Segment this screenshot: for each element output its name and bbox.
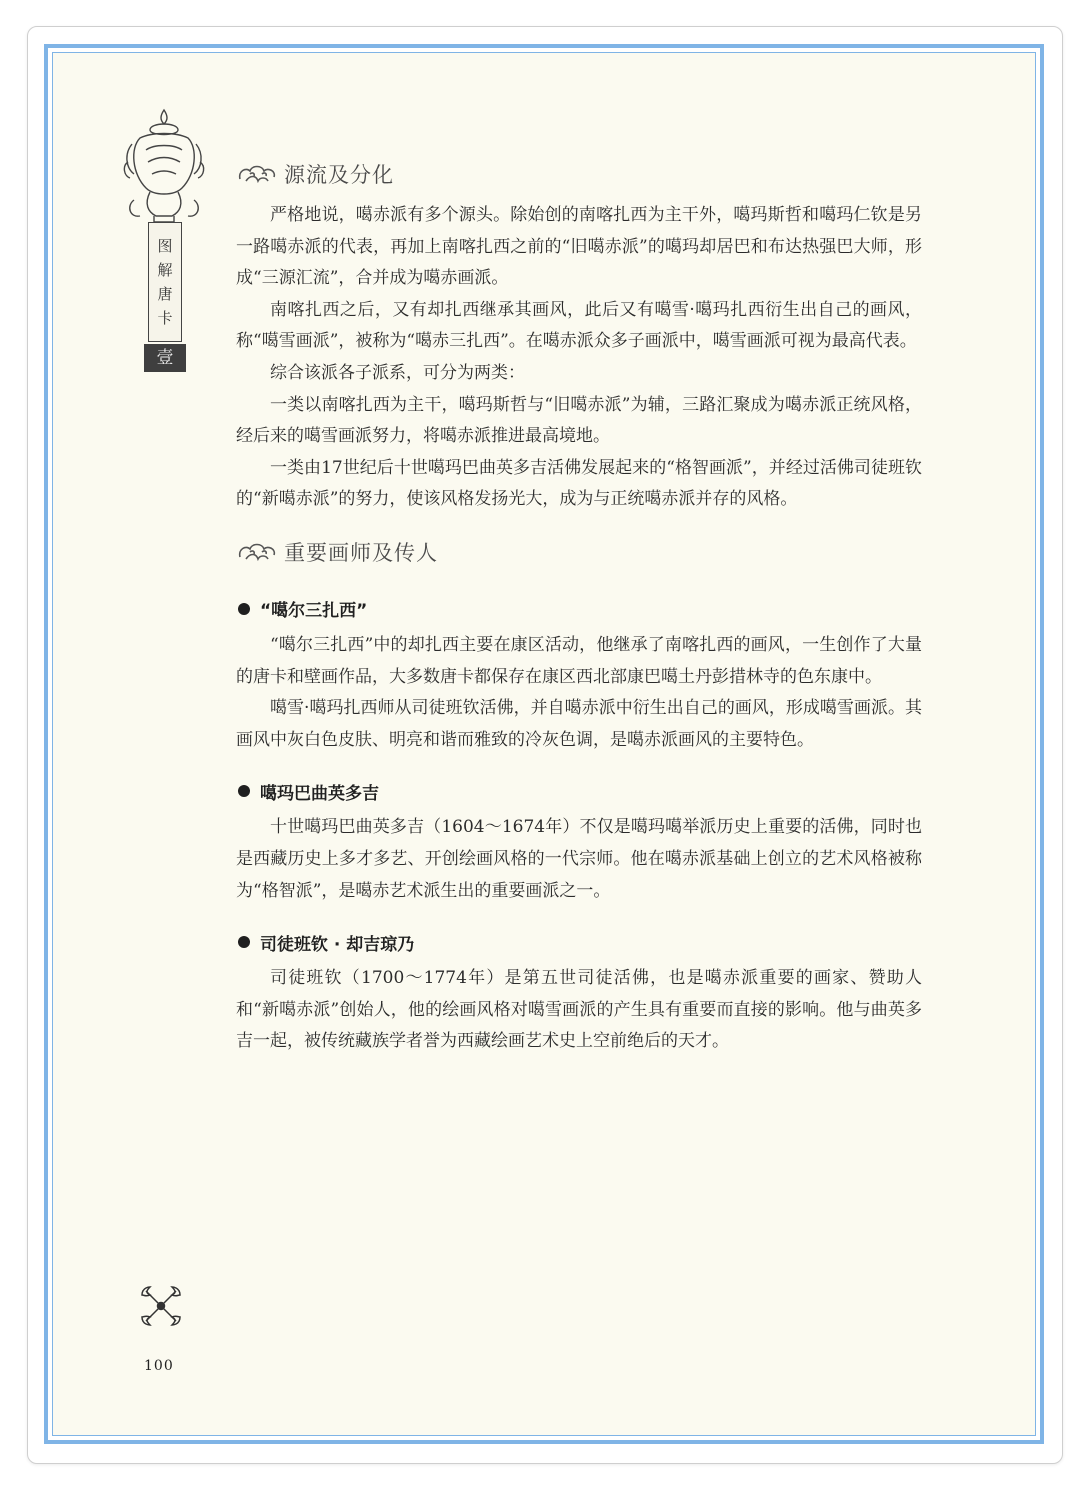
paragraph: 综合该派各子派系，可分为两类： bbox=[270, 362, 525, 383]
section-heading bbox=[236, 534, 922, 570]
book-title-char: 解 bbox=[157, 261, 173, 279]
bullet-icon bbox=[238, 785, 250, 797]
paragraph: 一类由17世纪后十世噶玛巴曲英多吉活佛发展起来的“格智画派”，并经过活佛司徒班钦的“新噶赤派”的努力，使该风格发扬光大，成为与正统噶赤派并存的风格。 bbox=[236, 457, 922, 510]
paragraph: 十世噶玛巴曲英多吉（1604～1674年）不仅是噶玛噶举派历史上重要的活佛，同时也是西藏历史上多才多艺、开创绘画风格的一代宗师。他在噶赤派基础上创立的艺术风格被称为“格智派”，是噶赤艺术派生出的重要画派之一。 bbox=[236, 817, 922, 901]
paragraph: 一类以南喀扎西为主干，噶玛斯哲与“旧噶赤派”为辅，三路汇聚成为噶赤派正统风格，经后来的噶雪画派努力，将噶赤派推进最高境地。 bbox=[236, 394, 922, 447]
page-number: 100 bbox=[144, 1358, 174, 1374]
sub-heading bbox=[236, 596, 922, 622]
sub-heading bbox=[236, 929, 922, 955]
main-content bbox=[236, 156, 922, 1058]
paragraph: 司徒班钦（1700～1774年）是第五世司徒活佛，也是噶赤派重要的画家、赞助人和“新噶赤派”创始人，他的绘画风格对噶雪画派的产生具有重要而直接的影响。他与曲英多吉一起，被传统藏族学者誉为西藏绘画艺术史上空前绝后的天才。 bbox=[236, 968, 922, 1052]
chapter-badge: 壹 bbox=[144, 344, 186, 372]
section-title: 源流及分化 bbox=[284, 163, 394, 187]
paragraph: “噶尔三扎西”中的却扎西主要在康区活动，他继承了南喀扎西的画风，一生创作了大量的唐卡和壁画作品，大多数唐卡都保存在康区西北部康巴噶土丹彭措林寺的色东康中。 bbox=[236, 634, 922, 687]
cloud-ornament-icon bbox=[236, 161, 280, 187]
section-title: 重要画师及传人 bbox=[284, 540, 438, 565]
bullet-icon bbox=[238, 603, 250, 615]
sub-heading-title: 噶玛巴曲英多吉 bbox=[260, 783, 379, 804]
vajra-ornament-icon bbox=[138, 1283, 184, 1329]
book-title-char: 图 bbox=[157, 237, 173, 255]
sub-heading bbox=[236, 778, 922, 804]
sub-heading-title: “噶尔三扎西” bbox=[260, 601, 368, 622]
cloud-ornament-icon bbox=[236, 539, 280, 565]
section-heading bbox=[236, 156, 922, 192]
sub-heading-title: 司徒班钦 · 却吉琼乃 bbox=[260, 934, 415, 955]
book-title-char: 卡 bbox=[157, 309, 173, 327]
book-title-tab bbox=[148, 222, 182, 342]
book-title-char: 唐 bbox=[157, 285, 173, 303]
paragraph: 南喀扎西之后，又有却扎西继承其画风，此后又有噶雪·噶玛扎西衍生出自己的画风，称“噶雪画派”，被称为“噶赤三扎西”。在噶赤派众多子画派中，噶雪画派可视为最高代表。 bbox=[236, 299, 922, 352]
paragraph: 严格地说，噶赤派有多个源头。除始创的南喀扎西为主干外，噶玛斯哲和噶玛仁钦是另一路噶赤派的代表，再加上南喀扎西之前的“旧噶赤派”的噶玛却居巴和布达热强巴大师，形成“三源汇流”，合并成为噶赤画派。 bbox=[236, 205, 922, 289]
paragraph: 噶雪·噶玛扎西师从司徒班钦活佛，并自噶赤派中衍生出自己的画风，形成噶雪画派。其画风中灰白色皮肤、明亮和谐而雅致的冷灰色调，是噶赤派画风的主要特色。 bbox=[236, 698, 922, 750]
bullet-icon bbox=[238, 936, 250, 948]
